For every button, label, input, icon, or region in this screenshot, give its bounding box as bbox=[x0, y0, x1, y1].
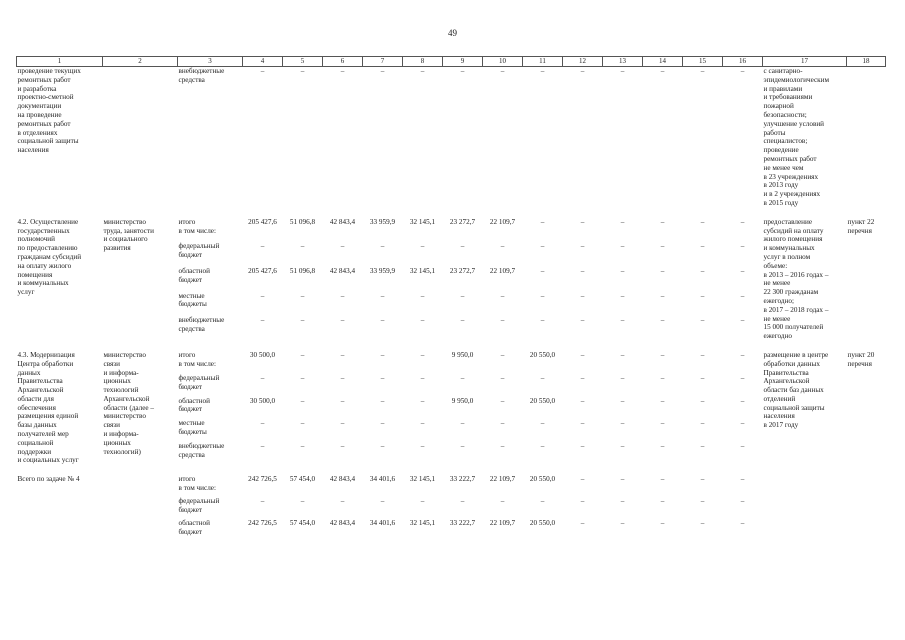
executor-cell bbox=[103, 475, 178, 541]
value-cell: – bbox=[380, 67, 385, 75]
value-cell: – bbox=[700, 217, 705, 226]
value-cell: – bbox=[660, 419, 665, 428]
value-cell: – bbox=[460, 373, 465, 382]
value-cell: 30 500,0 bbox=[249, 396, 276, 405]
value-cell: 22 109,7 bbox=[489, 217, 516, 226]
funding-source-cell: местные бюджеты bbox=[178, 291, 207, 309]
value-cell: 205 427,6 bbox=[248, 217, 277, 226]
column-number: 4 bbox=[243, 57, 283, 67]
value-cell: – bbox=[300, 242, 305, 251]
value-cell: 205 427,6 bbox=[248, 267, 277, 275]
funding-source-cell: федеральный бюджет bbox=[178, 373, 220, 391]
value-cell: – bbox=[500, 350, 505, 359]
value-cell: – bbox=[260, 419, 265, 428]
value-cell: – bbox=[340, 316, 345, 325]
executor-cell: министерство связи и информа- ционных технологий Архангельской области (далее – министерство связи и информа- ционных технологий) bbox=[103, 350, 154, 456]
value-cell: – bbox=[420, 442, 425, 451]
item-name-cell: Всего по задаче № 4 bbox=[17, 475, 80, 484]
item-name-cell: 4.2. Осуществление государственных полномочий по предоставлению гражданам субсидий на оплату жилого помещения и коммунальных услуг bbox=[17, 217, 82, 297]
separator-cell bbox=[17, 341, 886, 351]
funding-source-cell: итого в том числе: bbox=[178, 475, 216, 493]
value-cell: 32 145,1 bbox=[409, 475, 436, 484]
value-cell: – bbox=[580, 497, 585, 506]
value-cell: – bbox=[380, 497, 385, 506]
value-cell: – bbox=[620, 396, 625, 405]
value-cell: 32 145,1 bbox=[409, 217, 436, 226]
value-cell: – bbox=[740, 497, 745, 506]
value-cell: – bbox=[380, 442, 385, 451]
value-cell: 32 145,1 bbox=[409, 519, 436, 528]
value-cell: – bbox=[700, 316, 705, 325]
funding-source-cell: федеральный бюджет bbox=[178, 497, 220, 515]
table-row bbox=[17, 475, 886, 497]
value-cell: – bbox=[380, 291, 385, 300]
value-cell: – bbox=[460, 316, 465, 325]
value-cell: 22 109,7 bbox=[489, 519, 516, 528]
column-number: 18 bbox=[847, 57, 886, 67]
value-cell: – bbox=[740, 373, 745, 382]
column-number: 7 bbox=[363, 57, 403, 67]
funding-source-cell: внебюджетные средства bbox=[178, 67, 225, 84]
value-cell: – bbox=[420, 350, 425, 359]
value-cell: – bbox=[700, 497, 705, 506]
value-cell: 34 401,6 bbox=[369, 519, 396, 528]
value-cell: – bbox=[420, 396, 425, 405]
value-cell: – bbox=[460, 419, 465, 428]
value-cell: – bbox=[620, 67, 625, 75]
value-cell: – bbox=[460, 497, 465, 506]
block-separator bbox=[17, 465, 886, 475]
value-cell: – bbox=[380, 316, 385, 325]
value-cell: – bbox=[660, 475, 665, 484]
value-cell: – bbox=[500, 497, 505, 506]
value-cell: 33 959,9 bbox=[369, 267, 396, 275]
value-cell: – bbox=[620, 291, 625, 300]
value-cell: – bbox=[500, 67, 505, 75]
value-cell: – bbox=[380, 419, 385, 428]
funding-source-cell: областной бюджет bbox=[178, 396, 210, 414]
value-cell: – bbox=[660, 373, 665, 382]
value-cell: – bbox=[340, 396, 345, 405]
funding-source-cell: федеральный бюджет bbox=[178, 242, 220, 260]
funding-source-cell: местные бюджеты bbox=[178, 419, 207, 437]
value-cell: – bbox=[620, 316, 625, 325]
value-cell: – bbox=[500, 419, 505, 428]
value-cell: – bbox=[580, 419, 585, 428]
separator-cell bbox=[17, 465, 886, 475]
value-cell: – bbox=[340, 497, 345, 506]
item-name-cell: проведение текущих ремонтных работ и разработка проектно-сметной документации на проведение ремонтных работ в отделениях социальной защиты населения bbox=[17, 67, 81, 155]
value-cell: – bbox=[620, 442, 625, 451]
value-cell: 30 500,0 bbox=[249, 350, 276, 359]
value-cell: – bbox=[740, 217, 745, 226]
table-row bbox=[17, 218, 886, 243]
value-cell: 20 550,0 bbox=[529, 519, 556, 528]
value-cell: – bbox=[420, 291, 425, 300]
value-cell: – bbox=[540, 67, 545, 75]
value-cell: – bbox=[300, 497, 305, 506]
value-cell: – bbox=[660, 291, 665, 300]
value-cell: – bbox=[580, 373, 585, 382]
value-cell: 33 959,9 bbox=[369, 217, 396, 226]
expected-result-cell: предоставление субсидий на оплату жилого помещения и коммунальных услуг в полном объеме: в 2013 – 2016 годах – не менее 22 300 гражданам ежегодно; в 2017 – 2018 годах – не менее 15 000 получателей ежегодно bbox=[763, 217, 829, 341]
value-cell: – bbox=[380, 373, 385, 382]
value-cell: – bbox=[340, 350, 345, 359]
block-separator bbox=[17, 208, 886, 218]
value-cell: 23 272,7 bbox=[449, 217, 476, 226]
value-cell: – bbox=[660, 242, 665, 251]
value-cell: – bbox=[340, 419, 345, 428]
value-cell: 57 454,0 bbox=[289, 475, 316, 484]
value-cell: – bbox=[740, 475, 745, 484]
value-cell: – bbox=[580, 519, 585, 528]
funding-source-cell: областной бюджет bbox=[178, 519, 210, 537]
value-cell: – bbox=[660, 497, 665, 506]
value-cell: – bbox=[580, 267, 585, 275]
funding-source-cell: областной бюджет bbox=[178, 267, 210, 284]
value-cell: – bbox=[460, 67, 465, 75]
column-number: 2 bbox=[103, 57, 178, 67]
value-cell: 34 401,6 bbox=[369, 475, 396, 484]
value-cell: – bbox=[660, 267, 665, 275]
reference-cell bbox=[847, 67, 886, 208]
value-cell: – bbox=[540, 316, 545, 325]
expected-result-cell: с санитарно- эпидемиологическим и правилами и требованиями пожарной безопасности; улучшение условий работы специалистов; проведение ремонтных работ не менее чем в 23 учреждениях в 2013 году и в 2 учреждениях в 2015 году bbox=[763, 67, 830, 207]
value-cell: 9 950,0 bbox=[451, 350, 474, 359]
value-cell: – bbox=[740, 267, 745, 275]
value-cell: – bbox=[620, 419, 625, 428]
value-cell: – bbox=[580, 291, 585, 300]
value-cell: – bbox=[260, 67, 265, 75]
value-cell: – bbox=[740, 316, 745, 325]
value-cell: 51 096,8 bbox=[289, 217, 316, 226]
value-cell: – bbox=[700, 373, 705, 382]
page-number: 49 bbox=[448, 28, 457, 38]
column-number: 12 bbox=[563, 57, 603, 67]
value-cell: – bbox=[340, 373, 345, 382]
table-body bbox=[17, 67, 886, 542]
value-cell: – bbox=[620, 267, 625, 275]
value-cell: – bbox=[300, 350, 305, 359]
value-cell: – bbox=[500, 442, 505, 451]
value-cell: – bbox=[540, 419, 545, 428]
value-cell: – bbox=[260, 373, 265, 382]
value-cell: 9 950,0 bbox=[451, 396, 474, 405]
value-cell: – bbox=[300, 419, 305, 428]
executor-cell bbox=[103, 67, 178, 208]
value-cell: – bbox=[660, 396, 665, 405]
value-cell: – bbox=[580, 316, 585, 325]
value-cell: – bbox=[580, 350, 585, 359]
value-cell: – bbox=[540, 291, 545, 300]
value-cell: 20 550,0 bbox=[529, 396, 556, 405]
value-cell: 32 145,1 bbox=[409, 267, 436, 275]
value-cell: 242 726,5 bbox=[248, 519, 277, 528]
executor-cell: министерство труда, занятости и социального развития bbox=[103, 217, 154, 253]
column-number: 3 bbox=[178, 57, 243, 67]
value-cell: 242 726,5 bbox=[248, 475, 277, 484]
funding-source-cell: итого в том числе: bbox=[178, 350, 216, 368]
value-cell: 22 109,7 bbox=[489, 475, 516, 484]
value-cell: – bbox=[660, 67, 665, 75]
reference-cell bbox=[847, 475, 886, 541]
value-cell: – bbox=[260, 497, 265, 506]
value-cell: – bbox=[300, 373, 305, 382]
value-cell: – bbox=[700, 519, 705, 528]
value-cell: – bbox=[660, 350, 665, 359]
value-cell: – bbox=[740, 396, 745, 405]
reference-cell: пункт 22 перечня bbox=[847, 217, 875, 235]
value-cell: – bbox=[700, 475, 705, 484]
value-cell: – bbox=[580, 396, 585, 405]
value-cell: – bbox=[540, 373, 545, 382]
block-separator bbox=[17, 341, 886, 351]
value-cell: 22 109,7 bbox=[489, 267, 516, 275]
value-cell: 51 096,8 bbox=[289, 267, 316, 275]
column-number: 11 bbox=[523, 57, 563, 67]
value-cell: 20 550,0 bbox=[529, 350, 556, 359]
value-cell: – bbox=[500, 373, 505, 382]
value-cell: – bbox=[260, 442, 265, 451]
value-cell: 42 843,4 bbox=[329, 267, 356, 275]
value-cell: – bbox=[740, 442, 745, 451]
value-cell: – bbox=[700, 350, 705, 359]
item-name-cell: 4.3. Модернизация Центра обработки данных Правительства Архангельской области для обеспечения размещения единой базы данных получателей мер социальной поддержки и социальных услуг bbox=[17, 350, 79, 465]
value-cell: – bbox=[700, 267, 705, 275]
value-cell: 42 843,4 bbox=[329, 475, 356, 484]
table-row bbox=[17, 67, 886, 208]
value-cell: – bbox=[300, 291, 305, 300]
separator-cell bbox=[17, 208, 886, 218]
column-number: 16 bbox=[723, 57, 763, 67]
column-number: 5 bbox=[283, 57, 323, 67]
value-cell: – bbox=[300, 316, 305, 325]
value-cell: – bbox=[580, 67, 585, 75]
value-cell: – bbox=[620, 350, 625, 359]
expected-result-cell bbox=[763, 475, 847, 541]
value-cell: – bbox=[580, 475, 585, 484]
value-cell: – bbox=[260, 242, 265, 251]
value-cell: – bbox=[700, 291, 705, 300]
funding-source-cell: внебюджетные средства bbox=[178, 442, 225, 460]
value-cell: – bbox=[660, 519, 665, 528]
value-cell: – bbox=[540, 497, 545, 506]
value-cell: – bbox=[260, 316, 265, 325]
value-cell: – bbox=[500, 396, 505, 405]
value-cell: – bbox=[300, 67, 305, 75]
value-cell: 33 222,7 bbox=[449, 519, 476, 528]
value-cell: – bbox=[740, 242, 745, 251]
value-cell: – bbox=[340, 291, 345, 300]
expected-result-cell: размещение в центре обработки данных Правительства Архангельской области баз данных отделений социальной защиты населения в 2017 году bbox=[763, 350, 829, 430]
value-cell: – bbox=[420, 316, 425, 325]
value-cell: – bbox=[620, 497, 625, 506]
value-cell: 57 454,0 bbox=[289, 519, 316, 528]
value-cell: – bbox=[380, 242, 385, 251]
value-cell: – bbox=[380, 396, 385, 405]
column-number: 6 bbox=[323, 57, 363, 67]
value-cell: – bbox=[540, 217, 545, 226]
value-cell: – bbox=[660, 316, 665, 325]
value-cell: – bbox=[620, 519, 625, 528]
value-cell: – bbox=[340, 242, 345, 251]
value-cell: – bbox=[580, 242, 585, 251]
value-cell: – bbox=[380, 350, 385, 359]
column-number: 9 bbox=[443, 57, 483, 67]
value-cell: – bbox=[500, 242, 505, 251]
value-cell: – bbox=[660, 442, 665, 451]
value-cell: – bbox=[700, 396, 705, 405]
value-cell: – bbox=[620, 373, 625, 382]
value-cell: – bbox=[260, 291, 265, 300]
value-cell: – bbox=[620, 475, 625, 484]
column-number-row bbox=[17, 57, 886, 67]
value-cell: – bbox=[740, 350, 745, 359]
value-cell: – bbox=[580, 217, 585, 226]
value-cell: – bbox=[300, 442, 305, 451]
column-number: 14 bbox=[643, 57, 683, 67]
funding-source-cell: внебюджетные средства bbox=[178, 316, 225, 334]
value-cell: – bbox=[700, 419, 705, 428]
value-cell: – bbox=[620, 217, 625, 226]
value-cell: – bbox=[660, 217, 665, 226]
column-number: 13 bbox=[603, 57, 643, 67]
program-table bbox=[16, 56, 886, 541]
value-cell: – bbox=[580, 442, 585, 451]
value-cell: 42 843,4 bbox=[329, 217, 356, 226]
value-cell: – bbox=[420, 242, 425, 251]
value-cell: – bbox=[500, 316, 505, 325]
column-number: 17 bbox=[763, 57, 847, 67]
value-cell: – bbox=[460, 242, 465, 251]
value-cell: – bbox=[420, 497, 425, 506]
value-cell: – bbox=[420, 419, 425, 428]
value-cell: – bbox=[540, 267, 545, 275]
value-cell: – bbox=[700, 442, 705, 451]
value-cell: – bbox=[460, 442, 465, 451]
value-cell: – bbox=[460, 291, 465, 300]
value-cell: – bbox=[540, 242, 545, 251]
column-number: 15 bbox=[683, 57, 723, 67]
reference-cell: пункт 20 перечня bbox=[847, 350, 875, 368]
value-cell: – bbox=[700, 67, 705, 75]
table-row bbox=[17, 351, 886, 374]
value-cell: 42 843,4 bbox=[329, 519, 356, 528]
value-cell: – bbox=[340, 67, 345, 75]
value-cell: – bbox=[300, 396, 305, 405]
value-cell: – bbox=[620, 242, 625, 251]
value-cell: – bbox=[500, 291, 505, 300]
value-cell: – bbox=[340, 442, 345, 451]
value-cell: – bbox=[740, 291, 745, 300]
value-cell: 23 272,7 bbox=[449, 267, 476, 275]
value-cell: – bbox=[420, 373, 425, 382]
column-number: 10 bbox=[483, 57, 523, 67]
funding-source-cell: итого в том числе: bbox=[178, 217, 216, 235]
value-cell: – bbox=[740, 67, 745, 75]
value-cell: 20 550,0 bbox=[529, 475, 556, 484]
value-cell: – bbox=[740, 419, 745, 428]
column-number: 1 bbox=[17, 57, 103, 67]
value-cell: – bbox=[700, 242, 705, 251]
value-cell: – bbox=[420, 67, 425, 75]
value-cell: – bbox=[740, 519, 745, 528]
column-number: 8 bbox=[403, 57, 443, 67]
value-cell: 33 222,7 bbox=[449, 475, 476, 484]
value-cell: – bbox=[540, 442, 545, 451]
